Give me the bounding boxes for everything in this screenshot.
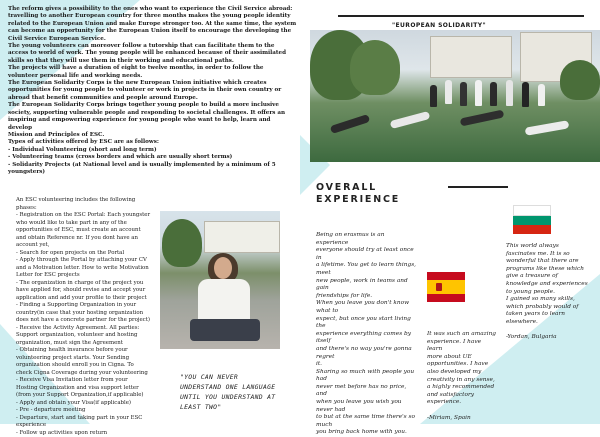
text-line: develop bbox=[8, 125, 302, 132]
text-line: abroad that benefit communities and people around Europe. bbox=[8, 95, 302, 102]
flag-stripe-red bbox=[513, 225, 551, 234]
person-crawling-shape bbox=[525, 120, 570, 136]
text-line: Mission and Principles of ESC. bbox=[8, 132, 302, 139]
list-line: have applied for, should revise and accept your bbox=[16, 287, 156, 295]
flag-stripe-red bbox=[427, 294, 465, 302]
text-line: The projects will have a duration of eight to twelve months, in order to follow the bbox=[8, 65, 302, 72]
list-line: - Registration on the ESC Portal: Each youngster bbox=[16, 212, 156, 220]
flag-stripe-green bbox=[513, 216, 551, 225]
language-quote bbox=[180, 372, 300, 412]
bulgaria-flag bbox=[513, 205, 551, 232]
text-line: - Volunteering teams (cross borders and which are usually short terms) bbox=[8, 154, 302, 161]
flag-stripe-white bbox=[513, 205, 551, 216]
quote-line: Being on erasmus is an experience bbox=[316, 232, 418, 247]
list-line: who would like to take part in any of the bbox=[16, 220, 156, 228]
quote-line: experience. bbox=[427, 399, 497, 407]
text-line: The young volunteers can moreover follow a tutorship that can facilitate them to the bbox=[8, 43, 302, 50]
quote-line: everyone should try at least once in bbox=[316, 247, 418, 262]
quote-line: it. bbox=[316, 361, 418, 369]
tree-shape bbox=[162, 219, 202, 267]
person-shape bbox=[506, 80, 513, 106]
person-shape bbox=[430, 85, 437, 107]
person-shape bbox=[490, 82, 497, 106]
quote-line: to but at the same time there's so much bbox=[316, 414, 418, 429]
list-line: organization should enroll you in Cigna. To bbox=[16, 362, 156, 370]
list-line: volunteering project starts. Your Sending bbox=[16, 355, 156, 363]
text-line: - Individual Volunteering (short and long term) bbox=[8, 147, 302, 154]
testimonial-spain bbox=[427, 331, 497, 422]
quote-line: a lifetime. You get to learn things, meet bbox=[316, 262, 418, 277]
list-line: Letter for ESC projects bbox=[16, 272, 156, 280]
quote-line: fascinates me. It is so bbox=[506, 251, 592, 259]
list-line: (from your Support Organization,if applicable) bbox=[16, 392, 156, 400]
quote-line: UNDERSTAND ONE LANGUAGE bbox=[180, 382, 300, 392]
quote-line: I gained so many skills, bbox=[506, 296, 592, 304]
list-line: - Receive the Activity Agreement. All parties: bbox=[16, 325, 156, 333]
person-crawling-shape bbox=[460, 110, 505, 127]
list-line: application and add your profile to their project bbox=[16, 295, 156, 303]
person-shape bbox=[522, 82, 529, 107]
quote-line: taken years to learn bbox=[506, 311, 592, 319]
esc-description-text bbox=[8, 6, 302, 176]
list-line: account yet, bbox=[16, 242, 156, 250]
top-divider bbox=[338, 15, 584, 17]
quote-line: expect, but once you start living the bbox=[316, 316, 418, 331]
list-line: - Search for open projects on the Portal bbox=[16, 250, 156, 258]
text-line: volunteer personal life and working needs. bbox=[8, 73, 302, 80]
text-line: The reform gives a possibility to the ones who want to experience the Civil Service abroad: bbox=[8, 6, 302, 13]
text-line: related to the European Union and make Europe stronger too. At the same time, the system bbox=[8, 21, 302, 28]
list-line: - Apply through the Portal by attaching your CV bbox=[16, 257, 156, 265]
quote-line: a highly recommended bbox=[427, 384, 497, 392]
list-line: Support organization, volunteer and hosting bbox=[16, 332, 156, 340]
list-line: organization, must sign the Agreement bbox=[16, 340, 156, 348]
group-exercise-photo bbox=[310, 30, 600, 162]
text-line: youngsters) bbox=[8, 169, 302, 176]
quote-line: When you leave you don't know what to bbox=[316, 300, 418, 315]
text-line: access to world of work. The young people will be enhanced because of their assimilated bbox=[8, 50, 302, 57]
list-line: - Finding a Supporting Organization in your bbox=[16, 302, 156, 310]
list-line: - Receive Visa Invitation letter from your bbox=[16, 377, 156, 385]
quote-line: friendships for life. bbox=[316, 293, 418, 301]
quote-line: "YOU CAN NEVER bbox=[180, 372, 300, 382]
quote-line: experience. I have learn bbox=[427, 339, 497, 354]
building-shape bbox=[430, 36, 512, 78]
section-title-line: OVERALL bbox=[316, 182, 400, 194]
building-shape bbox=[204, 221, 280, 253]
flag-stripe-yellow bbox=[427, 280, 465, 294]
person-shape bbox=[460, 82, 467, 106]
legs-shape bbox=[190, 319, 260, 341]
text-line: society, supporting vulnerable people and responding to societal challenges. It offers an bbox=[8, 110, 302, 117]
tree-shape bbox=[350, 40, 400, 95]
quote-line: to young people. bbox=[506, 289, 592, 297]
list-line: - Follow up activities upon return bbox=[16, 430, 156, 437]
quote-line: elsewhere. bbox=[506, 319, 592, 327]
quote-line: more about UE bbox=[427, 354, 497, 362]
person-shape bbox=[475, 80, 482, 106]
quote-line: experience everything comes by itself bbox=[316, 331, 418, 346]
text-line: Types of activities offered by ESC are as follows: bbox=[8, 139, 302, 146]
person-shape bbox=[538, 84, 545, 106]
text-line: opportunities for young people to volunteer or work in projects in their own country or bbox=[8, 87, 302, 94]
quote-line: and there's no way you're gonna regret bbox=[316, 346, 418, 361]
person-crawling-shape bbox=[390, 111, 431, 129]
text-line: can become an opportunity for the European Union itself to encourage the developing the bbox=[8, 28, 302, 35]
list-line: phases: bbox=[16, 205, 156, 213]
quote-line: you bring back home with you. bbox=[316, 429, 418, 437]
woman-portrait-photo bbox=[160, 211, 280, 349]
text-line: The European Solidarity Corps brings together young people to build a more inclusive bbox=[8, 102, 302, 109]
face-shape bbox=[214, 257, 232, 279]
quote-author: -Yordan, Bulgaria bbox=[506, 334, 592, 342]
quote-line: which probably would of bbox=[506, 304, 592, 312]
list-line: experience bbox=[16, 422, 156, 430]
quote-line: when you leave you wish you never had bbox=[316, 399, 418, 414]
quote-line: It was such an amazing bbox=[427, 331, 497, 339]
text-line: travelling to another European country for three months makes the young people identity bbox=[8, 13, 302, 20]
spain-flag bbox=[427, 272, 465, 302]
list-line: and a Motivation letter. How to write Motivation bbox=[16, 265, 156, 273]
list-line: - Departure, start and taking part in your ESC bbox=[16, 415, 156, 423]
quote-line bbox=[506, 327, 592, 335]
volunteering-phases-list bbox=[16, 197, 156, 437]
quote-line: UNTIL YOU UNDERSTAND AT bbox=[180, 392, 300, 402]
testimonial-bulgaria bbox=[506, 243, 592, 342]
list-line: country(in case that your hosting organization bbox=[16, 310, 156, 318]
photo-caption: "EUROPEAN SOLIDARITY" bbox=[392, 22, 486, 29]
list-line: - Apply and obtain your Visa(if applicable) bbox=[16, 400, 156, 408]
list-line: - Pre - departure meeting bbox=[16, 407, 156, 415]
quote-line: knowledge and experiences bbox=[506, 281, 592, 289]
text-line: - Solidarity Projects (at National level and is usually implemented by a minimum of 5 bbox=[8, 162, 302, 169]
quote-author: -Miriam, Spain bbox=[427, 415, 497, 423]
coat-of-arms-icon bbox=[436, 283, 442, 291]
list-line: opportunities of ESC, must create an account bbox=[16, 227, 156, 235]
person-crawling-shape bbox=[330, 114, 371, 134]
quote-line: also developed my bbox=[427, 369, 497, 377]
person-shape bbox=[445, 80, 452, 104]
quote-line: Sharing so much with people you had bbox=[316, 369, 418, 384]
quote-line: LEAST TWO" bbox=[180, 402, 300, 412]
section-divider bbox=[448, 186, 508, 188]
quote-line: This world always bbox=[506, 243, 592, 251]
list-line: and obtain Reference nr. If you dont have an bbox=[16, 235, 156, 243]
quote-line: and satisfactory bbox=[427, 392, 497, 400]
quote-line: programs like these which bbox=[506, 266, 592, 274]
tree-shape bbox=[560, 60, 600, 100]
quote-line: never met before has no price, and bbox=[316, 384, 418, 399]
quote-line: new people, work in teams and gain bbox=[316, 278, 418, 293]
flag-stripe-red bbox=[427, 272, 465, 280]
quote-line bbox=[427, 407, 497, 415]
list-line: check Cigna Coverage during your volunteering bbox=[16, 370, 156, 378]
section-title-line: EXPERIENCE bbox=[316, 194, 400, 206]
list-line: does not have a concrete partner for the project) bbox=[16, 317, 156, 325]
quote-line: opportunities. I have bbox=[427, 361, 497, 369]
quote-line: creativity in any sense, bbox=[427, 377, 497, 385]
list-line: Hosting Organization and visa support letter bbox=[16, 385, 156, 393]
list-line: An ESC volunteering includes the following bbox=[16, 197, 156, 205]
quote-line: give a treasure of bbox=[506, 273, 592, 281]
text-line: The European Solidarity Corps is the new European Union initiative which creates bbox=[8, 80, 302, 87]
text-line: Civil Service European Service. bbox=[8, 36, 302, 43]
list-line: - Obtaining health insurance before your bbox=[16, 347, 156, 355]
section-title bbox=[316, 182, 400, 206]
list-line: - The organization in charge of the project you bbox=[16, 280, 156, 288]
text-line: skills so that they will use them in their working and educational paths. bbox=[8, 58, 302, 65]
testimonial-general bbox=[316, 232, 418, 437]
quote-line: wonderful that there are bbox=[506, 258, 592, 266]
text-line: inspiring and empowering experience for young people who want to help, learn and bbox=[8, 117, 302, 124]
